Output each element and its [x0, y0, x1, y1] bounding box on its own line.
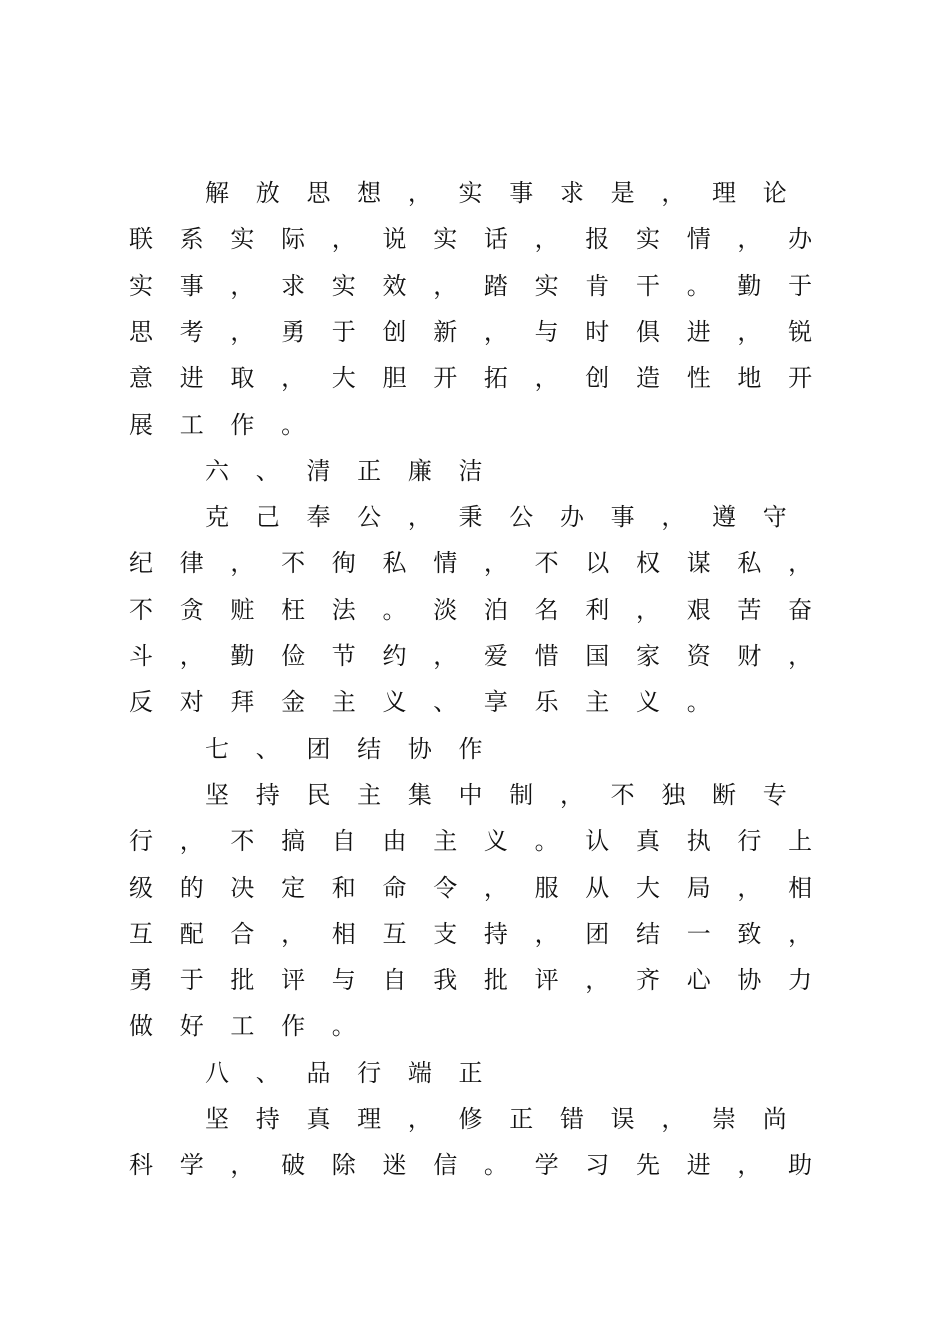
paragraph-line: 坚 持 民 主 集 中 制 ， 不 独 断 专 [205, 780, 787, 809]
section-heading: 八 、 品 行 端 正 [205, 1058, 483, 1087]
paragraph-line: 科 学 ， 破 除 迷 信 。 学 习 先 进 ， 助 [129, 1151, 813, 1180]
paragraph-line: 行 ， 不 搞 自 由 主 义 。 认 真 执 行 上 [129, 827, 813, 856]
paragraph-line: 克 己 奉 公 ， 秉 公 办 事 ， 遵 守 [205, 503, 787, 532]
paragraph-line: 实 事 ， 求 实 效 ， 踏 实 肯 干 。 勤 于 [129, 271, 813, 300]
paragraph-line: 意 进 取 ， 大 胆 开 拓 ， 创 造 性 地 开 [129, 364, 813, 393]
paragraph-line: 展 工 作 。 [129, 410, 306, 439]
paragraph-line: 联 系 实 际 ， 说 实 话 ， 报 实 情 ， 办 [129, 225, 813, 254]
paragraph-line: 坚 持 真 理 ， 修 正 错 误 ， 崇 尚 [205, 1105, 787, 1133]
paragraph-line: 斗 ， 勤 俭 节 约 ， 爱 惜 国 家 资 财 ， [129, 642, 813, 670]
paragraph-line: 做 好 工 作 。 [129, 1012, 356, 1041]
section-heading: 六 、 清 正 廉 洁 [205, 456, 483, 485]
section-heading: 七 、 团 结 协 作 [205, 734, 483, 763]
paragraph-line: 不 贪 赃 枉 法 。 淡 泊 名 利 ， 艰 苦 奋 [129, 595, 813, 624]
paragraph-line: 级 的 决 定 和 命 令 ， 服 从 大 局 ， 相 [129, 873, 813, 902]
paragraph-line: 互 配 合 ， 相 互 支 持 ， 团 结 一 致 ， [129, 919, 813, 948]
paragraph-line: 解 放 思 想 ， 实 事 求 是 ， 理 论 [205, 179, 787, 207]
paragraph-line: 反 对 拜 金 主 义 、 享 乐 主 义 。 [129, 688, 711, 717]
paragraph-line: 思 考 ， 勇 于 创 新 ， 与 时 俱 进 ， 锐 [129, 317, 813, 346]
paragraph-line: 勇 于 批 评 与 自 我 批 评 ， 齐 心 协 力 [129, 966, 813, 995]
paragraph-line: 纪 律 ， 不 徇 私 情 ， 不 以 权 谋 私 ， [129, 549, 813, 578]
